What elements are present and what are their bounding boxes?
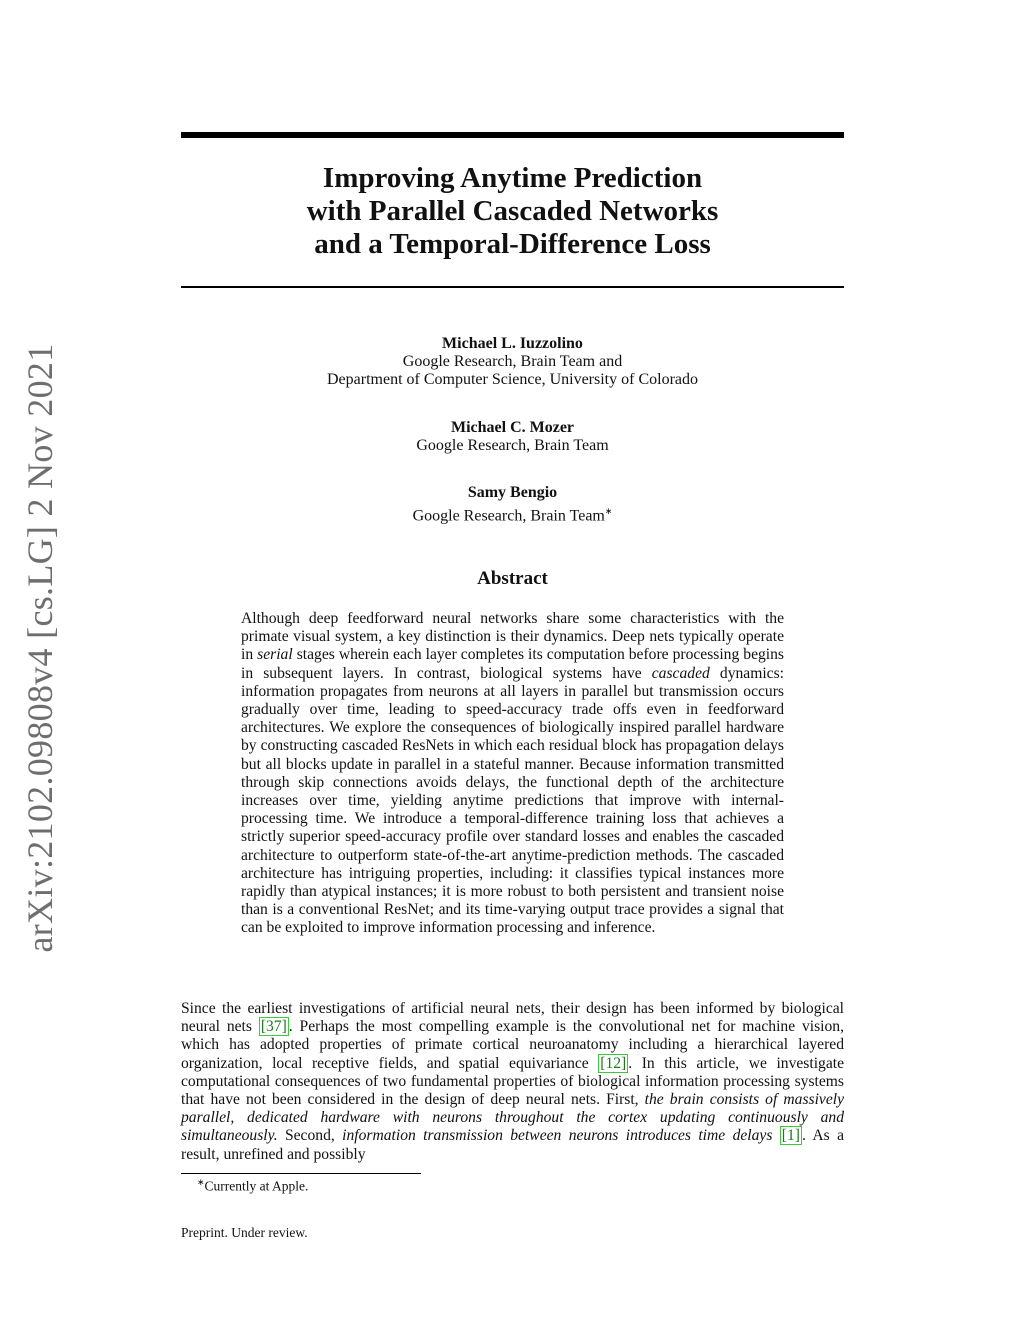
citation-link[interactable]: [12]	[600, 1054, 627, 1072]
author-affiliation: Google Research, Brain Team and	[402, 353, 623, 370]
footnote-mark: ∗	[604, 506, 613, 516]
arxiv-identifier-stamp: arXiv:2102.09808v4 [cs.LG] 2 Nov 2021	[20, 343, 60, 953]
title-bottom-rule	[181, 286, 844, 288]
author-name: Samy Bengio	[467, 484, 558, 501]
title-line: with Parallel Cascaded Networks	[306, 195, 719, 227]
author-block-1	[181, 335, 844, 389]
author-block-3	[181, 484, 844, 525]
paper-title	[181, 162, 844, 261]
author-name: Michael C. Mozer	[450, 419, 575, 436]
title-top-rule	[181, 132, 844, 138]
citation-link[interactable]: [37]	[260, 1018, 287, 1036]
abstract-heading: Abstract	[477, 568, 548, 589]
preprint-note: Preprint. Under review.	[181, 1225, 308, 1240]
author-affiliation: Google Research, Brain Team∗	[412, 506, 613, 525]
author-name: Michael L. Iuzzolino	[442, 335, 583, 352]
footnote-mark: ∗	[197, 1177, 205, 1187]
footnote-rule	[181, 1173, 421, 1174]
author-affiliation: Google Research, Brain Team	[416, 437, 609, 454]
intro-paragraph: Since the earliest investigations of artificial neural nets, their design has been informed by biological neural nets [37] . Perhaps the most compelling example is the convolutional net for machine vision, which has adopted properties of primate cortical neuroanatomy including a hierarchical layered organization, local receptive fields, and spatial equivariance [12] . In this article, we investigate computational consequences of two fundamental properties of biological information processing systems that have not been considered in the design of deep neural nets. First, the brain consists of massively parallel, dedicated hardware with neurons throughout the cortex updating continuously and simultaneously. Second, information transmission between neurons introduces time delays [1] . As a result, unrefined and possibly	[181, 1000, 845, 1163]
title-line: Improving Anytime Prediction	[322, 162, 703, 194]
author-block-2	[181, 419, 844, 455]
abstract-text: Although deep feedforward neural networks share some characteristics with the primate visual system, a key distinction is their dynamics. Deep nets typically operate in serial stages wherein each layer completes its computation before processing begins in subsequent layers. In contrast, biological systems have cascaded dynamics: information propagates from neurons at all layers in parallel but transmission occurs gradually over time, leading to speed-accuracy trade offs even in feedforward architectures. We explore the consequences of biologically inspired parallel hardware by constructing cascaded ResNets in which each residual block has propagation delays but all blocks update in parallel in a stateful manner. Because information transmitted through skip connections avoids delays, the functional depth of the architecture increases over time, yielding anytime predictions that improve with internal-processing time. We introduce a temporal-difference training loss that achieves a strictly superior speed-accuracy profile over standard losses and enables the cascaded architecture to outperform state-of-the-art anytime-prediction methods. The cascaded architecture has intriguing properties, including: it classifies typical instances more rapidly than atypical instances; it is more robust to both persistent and transient noise than is a conventional ResNet; and its time-varying output trace provides a signal that can be exploited to improve information processing and inference.	[241, 610, 784, 937]
citation-link[interactable]: [1]	[781, 1127, 800, 1145]
author-affiliation: Department of Computer Science, University of Colorado	[326, 371, 698, 388]
title-line: and a Temporal-Difference Loss	[314, 228, 711, 260]
footnote: ∗Currently at Apple.	[197, 1177, 309, 1194]
